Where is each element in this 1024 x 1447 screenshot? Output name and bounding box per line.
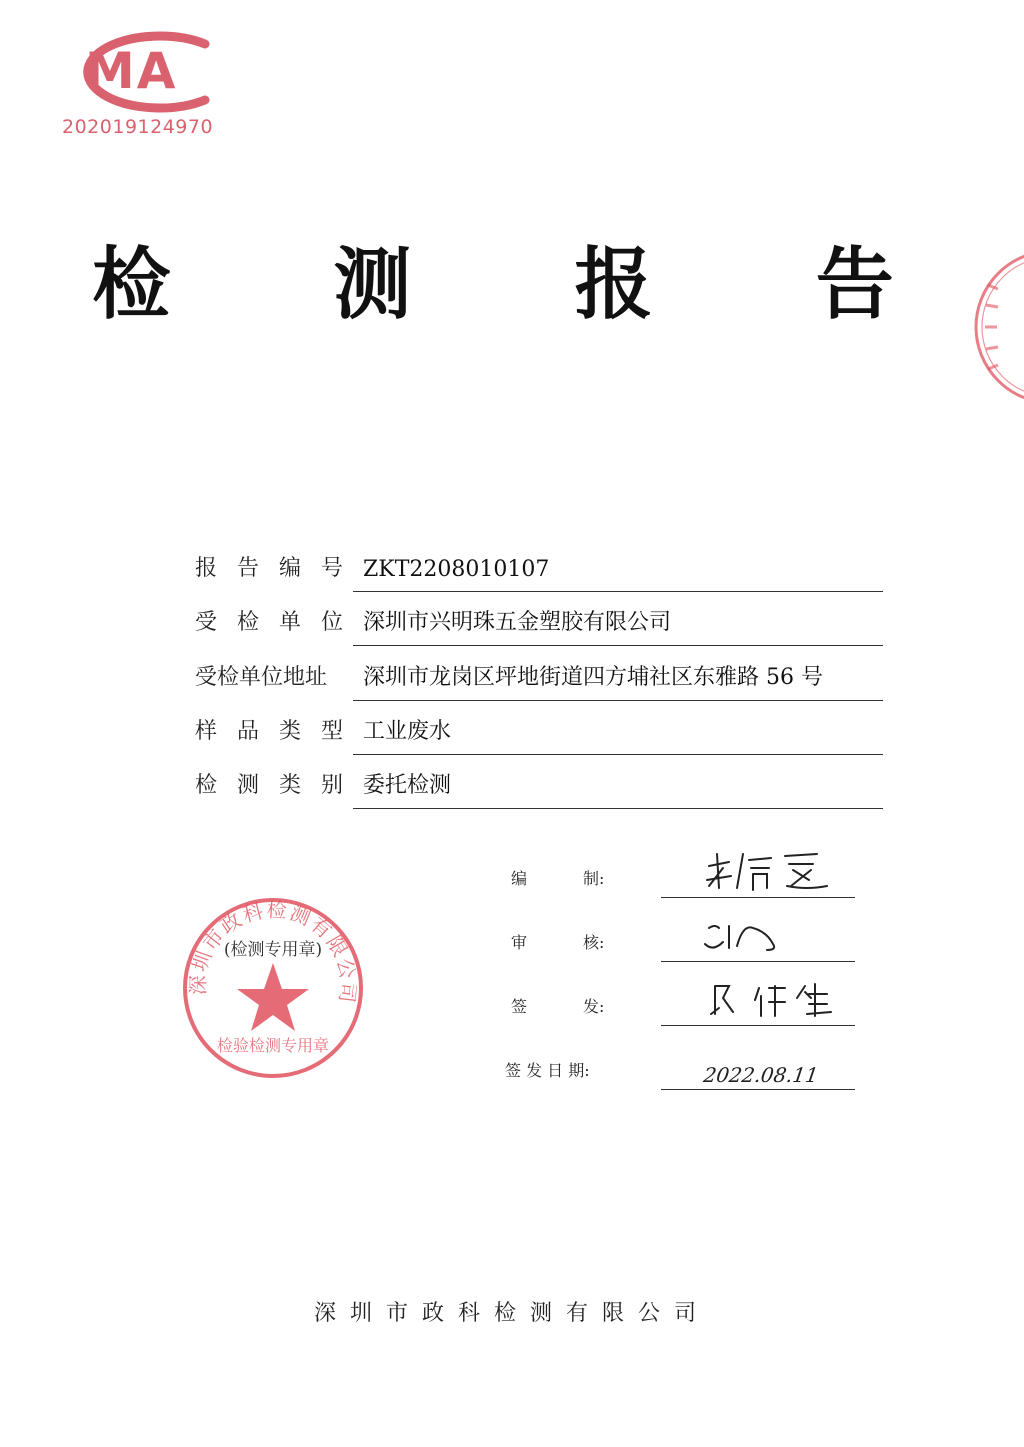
underline — [353, 645, 883, 646]
underline — [353, 808, 883, 809]
report-title: 检 测 报 告 — [92, 240, 962, 330]
cma-number: 202019124970 — [62, 116, 214, 138]
handwritten-signature-approved — [665, 974, 855, 1024]
field-value: ZKT2208010107 — [363, 557, 550, 582]
field-sample-type — [195, 715, 883, 755]
field-label: 检测类别 — [195, 773, 364, 798]
field-report-no — [195, 552, 883, 592]
field-label: 受检单位 — [195, 610, 364, 635]
signature-approved: 签 发: — [505, 982, 855, 1026]
field-value: 深圳市龙岗区坪地街道四方埔社区东雅路 56 号 — [363, 665, 823, 690]
signature-issue-date — [505, 1046, 855, 1090]
signature-line — [661, 897, 855, 898]
signature-line — [661, 961, 855, 962]
seal-star-icon — [237, 963, 309, 1031]
issue-date-handwritten — [665, 1038, 855, 1088]
field-address — [195, 661, 883, 701]
official-seal — [178, 893, 368, 1083]
sig-label: 签 发 日 期: — [505, 1061, 590, 1080]
underline — [353, 700, 883, 701]
field-label: 报告编号 — [195, 556, 364, 581]
cma-logo-text: MA — [85, 42, 178, 100]
signature-reviewed: 审 核: — [505, 918, 855, 962]
seal-lower-text: 检验检测专用章 — [216, 1036, 330, 1055]
underline — [353, 591, 883, 592]
signature-line — [661, 1089, 855, 1090]
seal-center-text: (检测专用章) — [223, 940, 323, 960]
field-value: 深圳市兴明珠五金塑胶有限公司 — [363, 610, 672, 635]
handwritten-signature-prepared — [665, 846, 855, 896]
signature-line — [661, 1025, 855, 1026]
signature-prepared: 编 制: — [505, 854, 855, 898]
field-client — [195, 606, 883, 646]
svg-text:2022.08.11: 2022.08.11 — [702, 1063, 820, 1087]
underline — [353, 754, 883, 755]
handwritten-signature-reviewed — [665, 910, 855, 960]
footer-company: 深圳市政科检测有限公司 — [313, 1301, 710, 1326]
field-label: 受检单位地址 — [195, 665, 328, 690]
field-value: 工业废水 — [363, 719, 452, 744]
seal-ring-text: 深圳市政科检测有限公司 — [185, 897, 361, 1006]
field-test-category — [195, 769, 883, 809]
field-label: 样品类型 — [195, 719, 364, 744]
field-value: 委托检测 — [363, 773, 452, 798]
